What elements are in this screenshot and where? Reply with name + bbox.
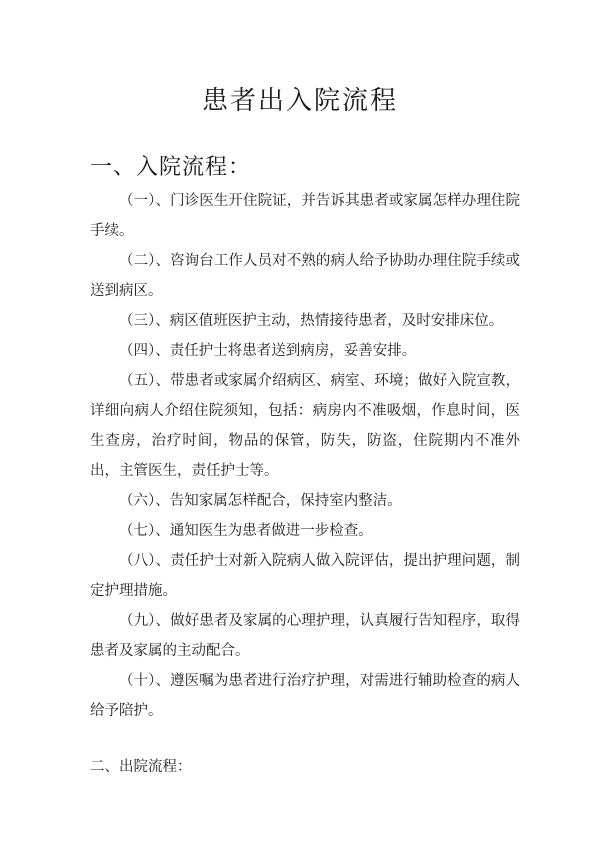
list-item: （二）、咨询台工作人员对不熟的病人给予协助办理住院手续或送到病区。 (90, 253, 520, 299)
list-item: （五）、带患者或家属介绍病区、病室、环境；做好入院宣教，详细向病人介绍住院须知，包括：病房内不准吸烟，作息时间，医生查房，治疗时间，物品的保管，防失，防盗，住院期内不准外出，主管医生，责任护士等。 (90, 373, 520, 479)
list-item: （一）、门诊医生开住院证，并告诉其患者或家属怎样办理住院手续。 (90, 193, 520, 239)
list-item: （九）、做好患者及家属的心理护理，认真履行告知程序，取得患者及家属的主动配合。 (90, 613, 520, 659)
admission-steps-list (90, 186, 520, 726)
section-heading-admission: 一、入院流程： (90, 155, 252, 180)
section-heading-discharge: 二、出院流程： (90, 759, 192, 775)
list-item: （七）、通知医生为患者做进一步检查。 (119, 523, 373, 539)
page-title: 患者出入院流程 (201, 86, 398, 116)
list-item: （三）、病区值班医护主动，热情接待患者，及时安排床位。 (119, 313, 504, 329)
list-item: （四）、责任护士将患者送到病房，妥善安排。 (119, 343, 417, 359)
list-item: （六）、告知家属怎样配合，保持室内整洁。 (119, 493, 402, 509)
list-item: （八）、责任护士对新入院病人做入院评估，提出护理问题，制定护理措施。 (90, 553, 520, 599)
list-item: （十）、遵医嘱为患者进行治疗护理，对需进行辅助检查的病人给予陪护。 (90, 673, 520, 719)
